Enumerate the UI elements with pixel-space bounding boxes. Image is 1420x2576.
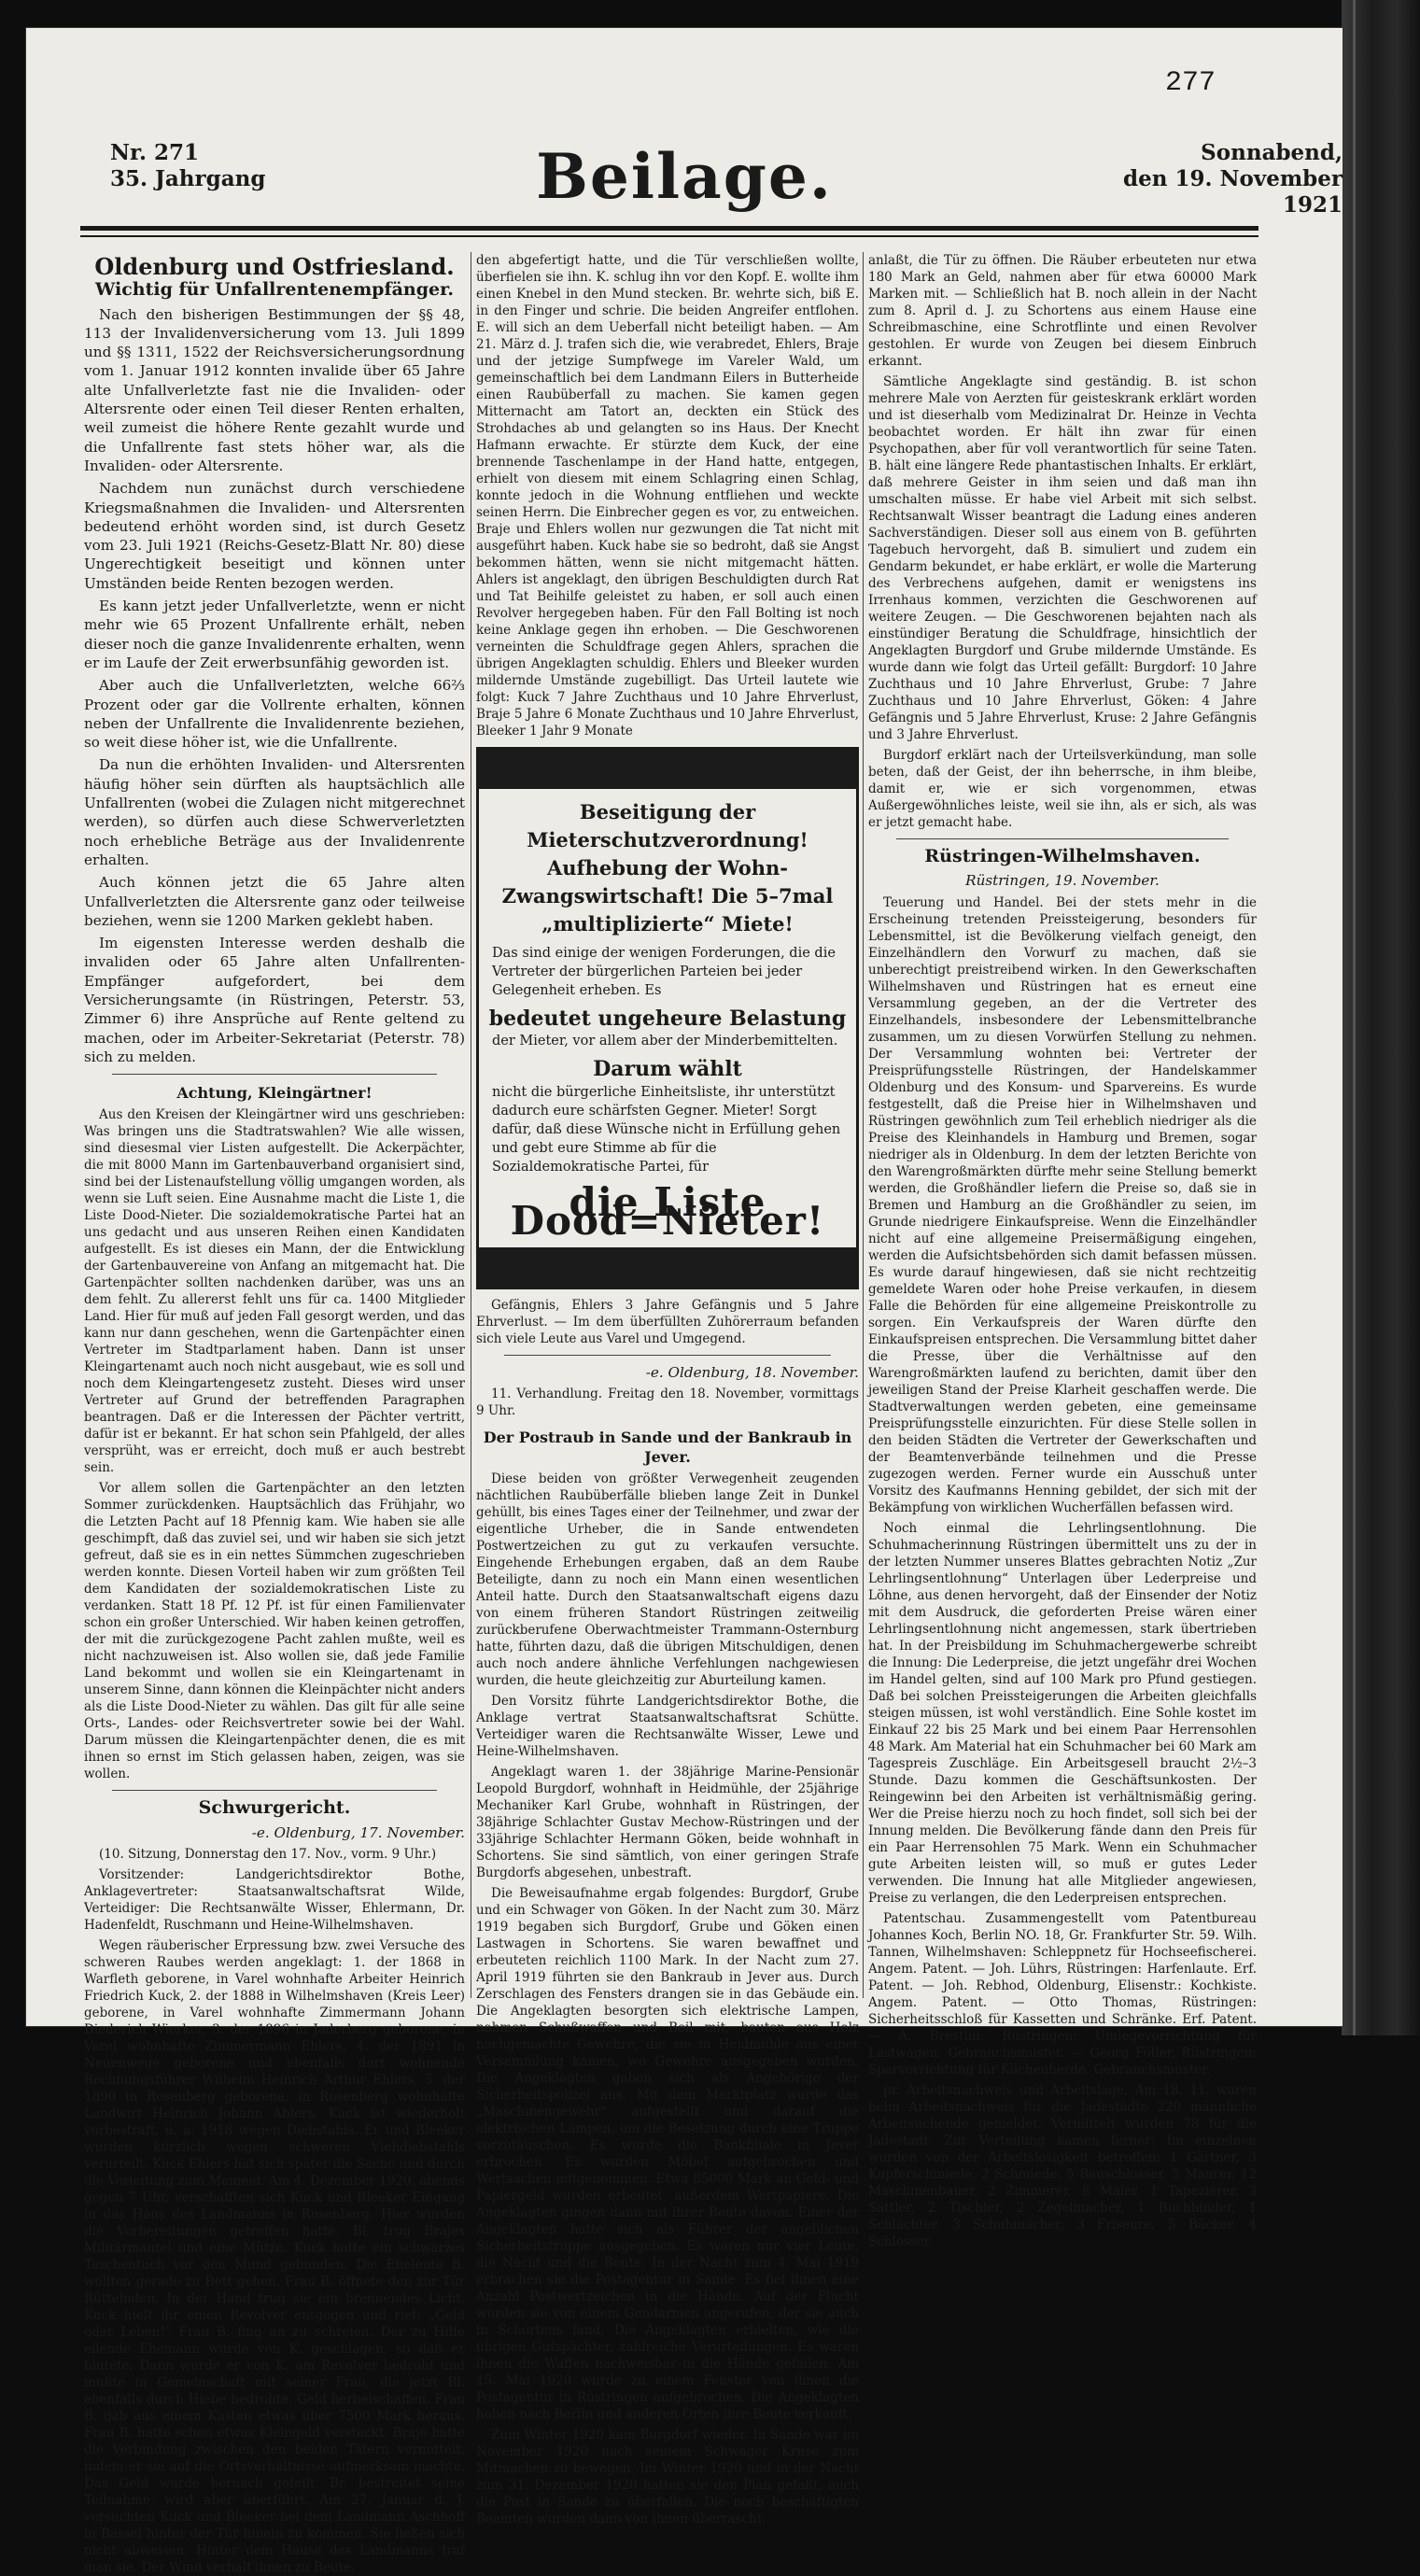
paragraph: den abgefertigt hatte, und die Tür verschließen wollte, überfielen sie ihn. K. schlug ihn vor den Kopf. E. wollte ihm einen Knebel in den Mund stecken. Br. wehrte sich, biß E. in den Finger und schrie. Die beiden Angreifer entflohen. E. will sich an dem Ueberfall nicht beteiligt haben. — Am 21. März d. J. trafen sich die, wie verabredet, Ehlers, Braje und der jetzige Sumpfwege im Vareler Wald, um gemeinschaftlich bei dem Landmann Eilers in Butterheide einen Raubüberfall zu machen. Sie kamen gegen Mitternacht am Tatort an, deckten ein Stück des Strohdaches ab und gelangten so ins Haus. Der Knecht Hafmann erwachte. Er stürzte dem Kuck, der eine brennende Taschenlampe in der Hand hatte, entgegen, erhielt von diesem mit einem Schlagring einen Schlag, konnte jedoch in die Wohnung entfliehen und weckte seinen Herrn. Die Einbrecher gegen es vor, zu entweichen. Braje und Ehlers wollen nur gezwungen die Tat nicht mit ausgeführt haben. Kuck habe sie so bedroht, daß sie Angst bekommen hätten, wenn sie nicht mitgemacht hätten. Ahlers ist angeklagt, den übrigen Beschuldigten durch Rat und Tat Beihilfe geleistet zu haben, er soll auch einen Revolver hergegeben haben. Für den Fall Bolting ist noch keine Anklage gegen ihn erhoben. — Die Geschworenen verneinten die Schuldfrage gegen Ahlers, sprachen die übrigen Angeklagten schuldig. Ehlers und Bleeker wurden mildernde Umstände zugebilligt. Das Urteil lautete wie folgt: Kuck 7 Jahre Zuchthaus und 10 Jahre Ehrverlust, Braje 5 Jahre 6 Monate Zuchthaus und 10 Jahre Ehrverlust, Bleeker 1 Jahr 9 Monate (476, 253, 859, 739)
volume: 35. Jahrgang (110, 166, 266, 191)
paragraph: Angeklagt waren 1. der 38jährige Marine-Pensionär Leopold Burgdorf, wohnhaft in Heidmühle, der 25jährige Mechaniker Karl Grube, wohnhaft in Rüstringen, der 38jährige Schlachter Gustav Mechow-Rüstringen und der 33jährige Schlachter Hermann Göken, beide wohnhaft in Schortens. Sie sind sämtlich, von einer geringen Strafe Burgdorfs abgesehen, unbestraft. (476, 1765, 859, 1881)
divider (504, 1355, 831, 1356)
paragraph: Noch einmal die Lehrlingsentlohnung. Die Schuhmacherinnung Rüstringen übermittelt uns zu der in der letzten Nummer unseres Blattes gebrachten Notiz „Zur Lehrlingsentlohnung“ Unterlagen über Lederpreise und Löhne, aus denen hervorgeht, daß der Einsender der Notiz mit dem Ausdruck, die geforderten Preise wären einer Lehrlingsentlohnung nicht angemessen, stark übertrieben hat. In der Preisbildung im Schuhmachergewerbe schreibt die Innung: Die Lederpreise, die jetzt ungefähr drei Wochen im Handel gelten, sind auf 100 Mark pro Pfund gestiegen. Daß bei solchen Preissteigerungen die Arbeiten gleichfalls steigen müssen, ist wohl verständlich. Eine Sohle kostet im Einkauf 22 bis 25 Mark und bei einem Paar Herrensohlen 48 Mark. Am Material hat ein Schuhmacher bei 60 Mark am Tagespreis Zuschläge. Ein Arbeitsgesell braucht 2½–3 Stunde. Dazu kommen die Geschäftsunkosten. Der Reingewinn bei den Arbeiten ist verhältnismäßig gering. Wer die Preise hierzu noch zu hoch findet, soll sich bei der Innung melden. Die Bevölkerung fände dann den Preis für ein Paar Herrensohlen 75 Mark. Wenn ein Schuhmacher gute Arbeiten leisten will, so muß er gutes Leder verwenden. Die Innung hat alle Mitglieder angewiesen, Preise zu verlangen, die den Lederpreisen entsprechen. (868, 1520, 1257, 1906)
paragraph: Die Beweisaufnahme ergab folgendes: Burgdorf, Grube und ein Schwager von Göken. In der Nacht zum 30. März 1919 begaben sich Burgdorf, Grube und Göken einen Lastwagen in Schortens. Sie waren bewaffnet und erbeuteten reichlich 1100 Mark. In der Nacht zum 27. April 1919 führten sie den Bankraub in Jever aus. Durch Zerschlagen des Fensters drangen sie in das Gebäude ein. Die Angeklagten besorgten sich elektrische Lampen, nahmen Schußwaffen und Beil mit, bauten aus Holz nachgemachte Gewehre, die sie in Heidmühle aus einer Versammlung kamen, wo Gewehre ausgegeben wurden. Die Angeklagten gaben sich als Angehörige der Sicherheitspolizei aus. Mit dem Marktplatz wurde das „Maschinengewehr“ aufgestellt und darauf die elektrischen Lampen, um die Besetzung durch eine Truppe vorzutäuschen. Es wurde die Bankfiliale in Jever erbrochen. Es wurden Möbel aufgebrochen und Wertsachen mitgenommen. Etwa 85000 Mark an Gold- und Papiergeld wurden erbeutet, außerdem Wertpapiere. Die Angeklagten gingen dann mit ihrer Beute davon. Einer der Angeklagten hatte sich als Führer der angeblichen Sicherheitstruppe ausgegeben. Es waren nur vier Leute, die Nacht und die Beute. In der Nacht zum 4. Mai 1919 erbrachen sie die Postagentur in Sande. Es fiel ihnen eine Anzahl Postwertzeichen in die Hände. Auf der Flucht wurden sie von einem Gendarmen angerufen, der sie auch in Schortens fand. Die Angeklagten erhielten, wie die übrigen Gutspächter, zahlreiche Verurteilungen. Es waren ihnen die Waffen nachweisbar in die Hände gefallen. Am 15. Mai 1920 wurde zu einem Fenster von ihnen die Postagentur in Rüstringen aufgebrochen. Die Angeklagten haben nach Berlin und anderen Orten ihre Beute verkauft. (476, 1886, 859, 2423)
paragraph: Sämtliche Angeklagte sind geständig. B. ist schon mehrere Male von Aerzten für geisteskrank erklärt worden und ist dieserhalb vom Medizinalrat Dr. Heinze in Vechta beobachtet worden. Er hält ihn zwar für einen Psychopathen, aber für voll verantwortlich für seine Taten. B. hält eine längere Rede phantastischen Inhalts. Er erklärt, daß mehrere Geister in ihm seien und daß man ihn umschalten müsse. Er habe viel Arbeit mit sich selbst. Rechtsanwalt Wisser beantragt die Ladung eines anderen Sachverständigen. Dieser soll aus einem von B. geführten Tagebuch hervorgeht, daß B. simuliert und zudem ein Gendarm bekundet, er habe erklärt, er wolle die Marterung des Verbrechens aufgehen, damit er wenigstens ins Irrenhaus kommen, verzichten die Geschworenen auf weitere Zeugen. — Die Geschworenen bejahten nach als einstündiger Beratung die Schuldfrage, hinsichtlich der Angeklagten Burgdorf und Grube mildernde Umstände. Es wurde dann wie folgt das Urteil gefällt: Burgdorf: 10 Jahre Zuchthaus und 10 Jahre Ehrverlust, Grube: 7 Jahre Zuchthaus und 10 Jahre Ehrverlust, Göken: 4 Jahre Gefängnis und 5 Jahre Ehrverlust, Kruse: 2 Jahre Gefängnis und 3 Jahre Ehrverlust. (868, 374, 1257, 742)
paragraph: Vorsitzender: Landgerichtsdirektor Bothe, Anklagevertreter: Staatsanwaltschaftsrat Wilde, Verteidiger: Die Rechtsanwälte Wisser, Ehlermann, Dr. Hadenfeldt, Ruschmann und Heine-Wilhelmshaven. (84, 1867, 465, 1934)
page-number: 277 (1165, 67, 1216, 99)
paragraph: (10. Sitzung, Donnerstag den 17. Nov., vorm. 9 Uhr.) (99, 1847, 437, 1863)
paragraph: Im eigensten Interesse werden deshalb die invaliden oder 65 Jahre alten Unfallrenten-Empfänger aufgefordert, bei dem Versicherungsamte (in Rüstringen, Peterstr. 53, Zimmer 6) ihre Ansprüche auf Rente geltend zu machen, oder im Arbeiter-Sekretariat (Peterstr. 78) sich zu melden. (84, 935, 465, 1065)
column-separator (863, 252, 864, 1998)
ad-slogan: die Liste Dood=Nieter! (510, 1178, 825, 1244)
paragraph: 11. Verhandlung. Freitag den 18. November, vormittags 9 Uhr. (476, 1387, 859, 1419)
dateline: Rüstringen, 19. November. (965, 872, 1160, 890)
paragraph: Aus den Kreisen der Kleingärtner wird uns geschrieben: Was bringen uns die Stadtratswahlen? Wie alle wissen, sind diesesmal vier Listen aufgestellt. Die Ackerpächter, die mit 8000 Mann im Gartenbauverband organisiert sind, sind bei der Listenaufstellung völlig umgangen worden, als wenn sie Luft seien. Eine Ausnahme macht die Liste 1, die Liste Dood-Nieter. Die sozialdemokratische Partei hat an uns gedacht und aus unseren Reihen einen Kandidaten aufgestellt. Es ist dieses ein Mann, der die Entwicklung der Gartenbauvereine von Anfang an mitgemacht hat. Die Gartenpächter sollten nachdenken darüber, was uns an dem fehlt. Zu allererst fehlt uns für ca. 1400 Mitglieder Land. Hier für muß auf jeden Fall gesorgt werden, und das kann nur dann geschehen, wenn die Gartenpächter einen Vertreter im Stadtparlament haben. Dann ist unser Kleingartenamt auch noch nicht ausgebaut, wie es soll und noch dem Kleingartengesetz zusteht. Dieses wird unser Vertreter auf Grund der betreffenden Paragraphen beantragen. Daß er die Interessen der Pächter vertritt, dafür ist er bekannt. Er hat schon sein Pfahlgeld, der alles versprüht, was er erreicht, doch muß er auch bestrebt sein. (84, 1107, 465, 1476)
paragraph: Wegen räuberischer Erpressung bzw. zwei Versuche des schweren Raubes werden angeklagt: 1. der 1868 in Warfleth geborene, in Varel wohnhafte Arbeiter Heinrich Friedrich Kuck, 2. der 1888 in Wilhelmshaven (Kreis Leer) geborene, in Varel wohnhafte Zimmermann Johann Diederich Wierker, 3. der 1896 in Jaderberg geborene, in Varel wohnhafte Zimmermann Ehlers, 4. der 1891 in Neuenwege geborene und ebenfalls dort wohnende Rechnungsführer Wilhelm Heinrich Arthur Ehlers, 5. der 1890 in Rosenberg geborene, in Rosenberg wohnhafte Landwirt Heinrich Johann Ahlers. Kuck ist wiederholt vorbestraft, u. a. 1918 wegen Diebstahls. Er und Bleeker wurden kürzlich wegen schweren Viehdiebstahls verurteilt. Kuck Ehlers hat sich später die Sache und durch die Verleitung zum Meineid. Am 4. Dezember 1920, abends gegen 7 Uhr, verschafften sich Kuck und Bleeker Eingang in das Haus des Landmanns in Rosenberg. Hier wurden die Vorbereitungen getroffen hatte. Bl. trug Brajes Militärmantel und eine Mütze. Kuck hatte ein schwarzes Taschentuch vor den Mund gebunden. Die Eheleute B. wollten gerade zu Bett gehen. Frau B. öffnete den zur Tür Rüttelnden. In der Hand trug sie ein brennendes Licht. Kuck hielt ihr einen Revolver entgegen und rief: „Geld oder Leben!“ Frau B. fing an zu schreien. Der zu Hilfe eilende Ehemann wurde von K. geschlagen, so daß er blutete. Dann wurde er von K. am Revolver bedroht und mußte in Gemeinschaft mit seiner Frau, die jetzt Bl. ebenfalls durch Hiebe bedrohte, Geld herbeischaffen. Frau B. gab aus einem Kasten etwas über 7500 Mark heraus. Frau B. hatte schon etwas Kleingeld versteckt. Braje hatte die Verbindung zwischen den beiden Tätern vermittelt, indem er sie auf die Ortsverhältnisse aufmerksam machte. Das Geld wurde hernach geteilt. Br. bestreitet seine Teilnahme, wird aber überführt. Am 27. Januar d. J. versuchten Kuck und Bleeker bei dem Landmann Aschhoff in Bassel hinter der Tür hinein zu kommen. Sie ließen sich nicht abweisen. Hinter dem Hause des Landmanns traf man sie. Der Wind verhalf ihnen zu Beute. (84, 1938, 465, 2576)
paragraph: Gefängnis, Ehlers 3 Jahre Gefängnis und 5 Jahre Ehrverlust. — Im dem überfüllten Zuhörerraum befanden sich viele Leute aus Varel und Umgegend. (476, 1298, 859, 1347)
ad-text: Das sind einige der wenigen Forderungen, die die Vertreter der bürgerlichen Parteien bei jeder Gelegenheit erheben. Es (492, 946, 836, 998)
ad-black-bar (479, 1247, 856, 1287)
dateline: -e. Oldenburg, 17. November. (251, 1823, 465, 1841)
paragraph: Nachdem nun zunächst durch verschiedene Kriegsmaßnahmen die Invaliden- und Altersrenten bedeutend erhöht worden sind, ist durch Gesetz vom 23. Juli 1921 (Reichs-Gesetz-Blatt Nr. 80) diese Ungerechtigkeit beseitigt und können unter Umständen beide Renten bezogen werden. (84, 480, 465, 592)
paragraph: Den Vorsitz führte Landgerichtsdirektor Bothe, die Anklage vertrat Staatsanwaltschaftsrat Schütte. Verteidiger waren die Rechtsanwälte Wisser, Lewe und Heine-Wilhelmshaven. (476, 1694, 859, 1760)
paragraph: Teuerung und Handel. Bei der stets mehr in die Erscheinung tretenden Preissteigerung, besonders für Lebensmittel, ist die Bevölkerung vielfach geneigt, den Einzelhändlern den Vorwurf zu machen, daß sie unberechtigt preistreibend wirken. In den Gewerkschaften Wilhelmshaven und Rüstringen hat es erneut eine Versammlung gegeben, an der die Vertreter des Einzelhandels, insbesondere der Lebensmittelbranche zusammen, um zu diesen Vorwürfen Stellung zu nehmen. Der Versammlung wohnten bei: Vertreter der Preisprüfungsstelle Rüstringen, der Handelskammer Oldenburg und des Konsum- und Sparvereins. Es wurde festgestellt, daß die Preise hier in Wilhelmshaven und Rüstringen gewöhnlich zum Teil erheblich niedriger als die Preise des Kleinhandels in Hamburg und Bremen, sogar niedriger als in Oldenburg. In dem der letzten Berichte von den Warengroßmärkten dürfte mehr seine Stellung bemerkt werden, die Großhändler liefern die Preise so, daß sie in Bremen und Hamburg an die Großhändler zu seien, im Grunde niedrigere Einkaufspreise. Wenn die Einzelhändler nicht auf eine allgemeine Preisermäßigung eingehen, werden die Aufsichtsbehörden sich damit befassen müssen. Es wurde darauf hingewiesen, daß sie nicht rechtzeitig gemeldete Waren oder hohe Preise verkaufen, in diesem Falle die Behörden für eine allgemeine Preiskontrolle zu sorgen. Ein Verkaufspreis der Waren dürfte den Einkaufspreisen entsprechen. Die Versammlung bittet daher die Presse, über die Verhältnisse auf den Warengroßmärkten laufend zu berichten, damit über den jeweiligen Stand der Preise Klarheit geschaffen werde. Die Stadtverwaltungen werden gebeten, eine gemeinsame Preisprüfungsstelle einzurichten. Für diese Stelle sollen in den beiden Städten die Vertreter der Gewerkschaften und der Beamtenverbände teilnehmen und die Presse zugezogen werden. Ferner wurde ein Ausschuß unter Vorsitz des Kaufmanns Henning gebildet, der sich mit der Bekämpfung von wirklichen Wucherfällen befassen wird. (868, 894, 1257, 1515)
paragraph: Da nun die erhöhten Invaliden- und Altersrenten häufig höher sein dürften als hauptsächlich alle Unfallrenten (wobei die Zulagen nicht mitgerechnet werden), so dürfen auch diese Schwerverletzten noch erhebliche Beträge aus der Invalidenrente erhalten. (84, 756, 465, 868)
newspaper-page (26, 28, 1343, 2576)
paragraph: Burgdorf erklärt nach der Urteilsverkündung, man solle beten, daß der Geist, der ihn beherrsche, in ihm bleibe, damit er, wie er sich vorgenommen, etwas Außergewöhnliches leiste, weil sie ihn, als er sich, als was er jetzt gemacht habe. (868, 748, 1257, 830)
paragraph: Auch können jetzt die 65 Jahre alten Unfallverletzten die Altersrente ganz oder teilweise beziehen, wenn sie 1200 Marken geklebt haben. (84, 874, 465, 929)
paragraph: Es kann jetzt jeder Unfallverletzte, wenn er nicht mehr wie 65 Prozent Unfallrente erhält, neben dieser noch die ganze Invalidenrente erhalten, wenn er im Laufe der Zeit erwerbsunfähig geworden ist. (84, 598, 465, 671)
ad-emphasis: bedeutet ungeheure Belastung (488, 1006, 847, 1031)
masthead-title: Beilage. (536, 140, 833, 213)
weekday: Sonnabend, (1201, 140, 1343, 165)
article-title: Achtung, Kleingärtner! (176, 1084, 373, 1103)
header-rule-thin (80, 235, 1258, 237)
ad-headline: Beseitigung der Mieterschutzverordnung! Aufhebung der Wohn-Zwangswirtschaft! Die 5–7mal „multiplizierte“ Miete! (501, 800, 834, 936)
article-title: Wichtig für Unfallrentenempfänger. (94, 279, 455, 301)
header-rule (80, 226, 1258, 231)
ad-black-bar (479, 750, 856, 789)
ad-text: nicht die bürgerliche Einheitsliste, ihr unterstützt dadurch eure schärfsten Gegner. Mieter! Sorgt dafür, daß diese Wünsche nicht in Erfüllung gehen und gebt eure Stimme ab für die Sozialdemokratische Partei, für (492, 1084, 841, 1175)
dateline: -e. Oldenburg, 18. November. (645, 1364, 859, 1382)
binding-spine (1342, 0, 1420, 2035)
section-title: Rüstringen-Wilhelmshaven. (924, 846, 1201, 866)
issue-date (1062, 140, 1343, 218)
ad-text: der Mieter, vor allem aber der Minderbemittelten. (492, 1034, 838, 1049)
divider (896, 838, 1229, 839)
column-1 (84, 252, 465, 2576)
paragraph: Diese beiden von größter Verwegenheit zeugenden nächtlichen Raubüberfälle blieben lange Zeit in Dunkel gehüllt, bis eines Tages einer der Teilnehmer, und zwar der eigentliche Urheber, die in Sande entwendeten Postwertzeichen zu gut zu verkaufen versuchte. Eingehende Erhebungen ergaben, daß an dem Raube Beteiligte, dann zu noch ein Mann einen wesentlichen Anteil hatte. Durch den Staatsanwaltschaft eigens dazu von einem früheren Standort Rüstringen zeitweilig zurückberufene Oberwachtmeister Trammann-Osternburg hatte, führten dazu, daß die übrigen Mitschuldigen, denen auch noch andere ähnliche Verfehlungen nachgewiesen wurden, die heute gleichzeitig zur Aburteilung kamen. (476, 1471, 859, 1689)
column-2 (476, 252, 859, 2527)
ad-emphasis: Darum wählt (593, 1057, 742, 1082)
section-title: Oldenburg und Ostfriesland. (94, 253, 455, 280)
article-title: Der Postraub in Sande und der Bankraub in Jever. (483, 1429, 852, 1466)
paragraph: Nach den bisherigen Bestimmungen der §§ 48, 113 der Invalidenversicherung vom 13. Juli 1899 und §§ 1311, 1522 der Reichsversicherungsordnung vom 1. Januar 1912 konnten invalide über 65 Jahre alte Unfallverletzte fast nie die Invaliden- oder Altersrente oder einen Teil dieser Renten erhalten, weil zumeist die höhere Rente gezahlt wurde und die Unfallrente fast stets höher war, als die Invaliden- oder Altersrente. (84, 305, 465, 474)
election-advertisement (476, 747, 859, 1289)
paragraph: Patentschau. Zusammengestellt vom Patentbureau Johannes Koch, Berlin NO. 18, Gr. Frankfurter Str. 59. Wilh. Tannen, Wilhelmshaven: Schleppnetz für Hochseefischerei. Angem. Patent. — Joh. Lührs, Rüstringen: Harfenlaute. Erf. Patent. — Joh. Rebhod, Oldenburg, Elisenstr.: Kochkiste. Angem. Patent. — Otto Thomas, Rüstringen: Sicherheitsschloß für Kassetten und Schränke. Erf. Patent. — A. Brestlin, Rüstringen: Umlegevorrichtung für Lastwagen. Gebrauchsmuster. — Georg Föller, Rüstringen: Sparvorrichtung für Küchenherde. Gebrauchsmuster. (868, 1910, 1257, 2077)
paragraph: Aber auch die Unfallverletzten, welche 66⅔ Prozent oder gar die Vollrente erhalten, können neben der Unfallrente die Invalidenrente beziehen, so weit diese höher ist, wie die Unfallrente. (84, 677, 465, 752)
paragraph: Zum Winter 1920 kam Burgdorf wieder. In Sande war im November 1920 nach seinem Schwager Kruse zum Mitmachen zu bewegen. Im Winter 1920 und in der Nacht zum 31. Dezember 1920 hatten sie den Plan gefaßt, auch die Post in Sande zu überfallen. Die noch beschäftigten Beamten wurden dann von ihnen überrascht. (476, 2428, 859, 2527)
issue-number: Nr. 271 (110, 140, 200, 165)
paragraph: Vor allem sollen die Gartenpächter an den letzten Sommer zurückdenken. Hauptsächlich das Frühjahr, wo die Letzten Pacht auf 18 Pfennig kam. Wie haben sie alle geschimpft, daß das zuviel sei, und wir haben sie sich jetzt gefreut, daß sie es in ein nettes Sümmchen zugeschrieben werden konnte. Diesen Vorteil haben wir zum größten Teil dem Kandidaten der sozialdemokratischen Liste zu verdanken. Statt 18 Pf. 12 Pf. ist für einen Familienvater schon ein großer Unterschied. Wir haben keinen getroffen, der mit die zurückgezogene Pacht zahlen mußte, weil es nicht nachzuweisen ist. Also wollen sie, daß jede Familie Land bekommt und wollen sie ein Kleingartenamt in unserem Sinne, dann können die Kleinpächter nicht anders als die Liste Dood-Nieter zu wählen. Das gilt für alle seine Orts-, Landes- oder Reichsvertreter sowie bei der Wahl. Darum müssen die Kleingartenpächter denen, die es mit ihnen so ernst im Stich gelassen haben, zeigen, was sie wollen. (84, 1481, 465, 1782)
date: den 19. November 1921 (1123, 166, 1343, 218)
paragraph: pr. Arbeitsnachweis und Arbeitslage. Am 18. 11. waren beim Arbeitsnachweis für die Jadestädte 220 männliche Arbeitsuchende gemeldet. Vermittelt wurden 78 für die Jadestadt. Zur Verteilung kamen ferner: Im einzelnen wurden von der Arbeitslosigkeit betroffen: 1 Gärtner, 3 Kupferschmiede, 2 Schmiede, 5 Bauschlosser, 5 Maurer, 12 Maschinenbauer, 2 Zimmerer, 8 Maler, 1 Tapezierer, 3 Sattler, 2 Tischler, 2 Zegelmacher, 1 Buchbinder, 1 Schlachter, 3 Schuhmacher, 3 Friseure, 5 Bäcker, 4 Schlosser. (868, 2082, 1257, 2249)
divider (112, 1790, 437, 1791)
article-title: Schwurgericht. (198, 1797, 351, 1819)
divider (112, 1074, 437, 1075)
column-3 (868, 252, 1257, 2249)
paragraph: anlaßt, die Tür zu öffnen. Die Räuber erbeuteten nur etwa 180 Mark an Geld, nahmen aber für etwa 60000 Mark Marken mit. — Schließlich hat B. noch allein in der Nacht zum 8. April d. J. zu Schortens aus einem Hause eine Schreibmaschine, eine Schrotflinte und einen Revolver gestohlen. Er wurde von Zeugen bei diesem Einbruch erkannt. (868, 253, 1257, 369)
